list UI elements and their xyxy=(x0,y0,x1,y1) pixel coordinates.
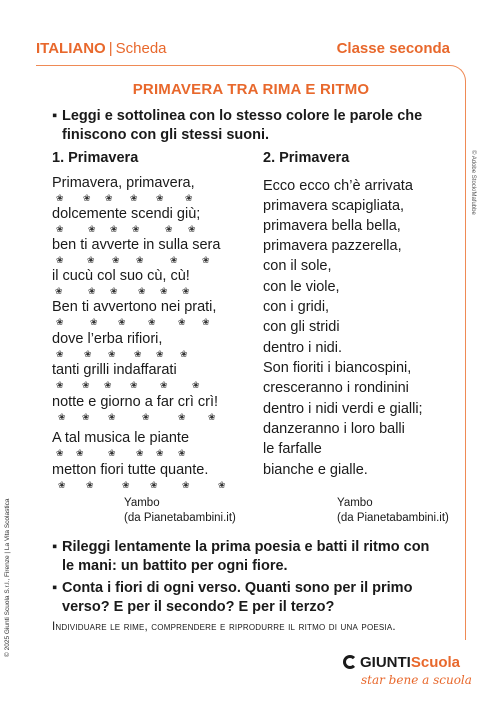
poem-2-line: danzeranno i loro balli xyxy=(263,421,405,437)
flower-icon: ❀ xyxy=(56,349,64,359)
flower-icon: ❀ xyxy=(182,480,190,490)
flower-icon: ❀ xyxy=(160,286,168,296)
poem-1-line: notte e giorno a far crì crì! xyxy=(52,394,219,410)
poem-1-line: metton fiori tutte quante. xyxy=(52,462,209,478)
flower-icon: ❀ xyxy=(55,286,63,296)
flower-icon: ❀ xyxy=(56,380,64,390)
flower-icon: ❀ xyxy=(185,193,193,203)
flower-icon: ❀ xyxy=(108,448,116,458)
flower-icon: ❀ xyxy=(188,224,196,234)
flower-icon: ❀ xyxy=(56,317,64,327)
flower-icon: ❀ xyxy=(208,412,216,422)
poem-2-source: (da Pianetabambini.it) xyxy=(337,512,449,524)
flower-icon: ❀ xyxy=(130,380,138,390)
poem-1-line: Ben ti avvertono nei prati, xyxy=(52,299,217,315)
poem-2-line: Son fioriti i biancospini, xyxy=(263,360,412,376)
flower-icon: ❀ xyxy=(104,380,112,390)
flower-icon: ❀ xyxy=(202,255,210,265)
poem-2-line: con il sole, xyxy=(263,258,332,274)
flower-icon: ❀ xyxy=(138,286,146,296)
worksheet-type: Scheda xyxy=(115,40,167,57)
flower-icon: ❀ xyxy=(192,380,200,390)
instruction-1 xyxy=(52,107,442,145)
flower-icon: ❀ xyxy=(178,317,186,327)
poem-2-line: con gli stridi xyxy=(263,319,340,335)
instruction-3-text: Conta i fiori di ogni verso. Quanti sono per il primo verso? E per il secondo? E per il terzo? xyxy=(62,580,413,615)
flower-icon: ❀ xyxy=(130,193,138,203)
poem-1-line: dolcemente scendi giù; xyxy=(52,206,201,222)
flower-icon: ❀ xyxy=(84,349,92,359)
flower-icon: ❀ xyxy=(56,193,64,203)
flower-icon: ❀ xyxy=(56,224,64,234)
flower-icon: ❀ xyxy=(90,317,98,327)
copyright-note: © 2025 Giunti Scuola S.r.l., Firenze | La Vita Scolastica xyxy=(4,498,11,657)
poem-2-author: Yambo xyxy=(337,497,373,509)
flower-icon: ❀ xyxy=(132,224,140,234)
poem-2-line: con i gridi, xyxy=(263,299,330,315)
poem-1-line: ben ti avverte in sulla sera xyxy=(52,237,221,253)
subject-label: ITALIANO xyxy=(36,40,106,57)
learning-objective: Individuare le rime, comprendere e riprodurre il ritmo di una poesia. xyxy=(52,621,396,633)
class-label: Classe seconda xyxy=(336,40,450,57)
logo-brand: GIUNTI xyxy=(360,654,411,671)
header-subject xyxy=(36,40,167,57)
poem-2-line: primavera pazzerella, xyxy=(263,238,402,254)
flower-icon: ❀ xyxy=(82,380,90,390)
flower-icon: ❀ xyxy=(136,448,144,458)
instruction-3 xyxy=(52,579,442,617)
flower-icon: ❀ xyxy=(105,193,113,203)
poem-1-title: 1. Primavera xyxy=(52,150,139,166)
flower-icon: ❀ xyxy=(88,286,96,296)
logo-tagline: star bene a scuola xyxy=(361,673,472,687)
flower-icon: ❀ xyxy=(86,480,94,490)
flower-icon: ❀ xyxy=(58,412,66,422)
flower-icon: ❀ xyxy=(218,480,226,490)
instruction-2 xyxy=(52,538,442,576)
flower-icon: ❀ xyxy=(118,317,126,327)
poem-1-author: Yambo xyxy=(124,497,160,509)
poem-2-line: primavera scapigliata, xyxy=(263,198,405,214)
flower-icon: ❀ xyxy=(170,255,178,265)
header-separator: | xyxy=(108,40,113,57)
poem-2-credit xyxy=(337,496,449,526)
flower-icon: ❀ xyxy=(56,255,64,265)
poem-2-line: Ecco ecco ch’è arrivata xyxy=(263,178,413,194)
flower-icon: ❀ xyxy=(58,480,66,490)
poem-1-line: tanti grilli indaffarati xyxy=(52,362,177,378)
poem-1-source: (da Pianetabambini.it) xyxy=(124,512,236,524)
flower-icon: ❀ xyxy=(148,317,156,327)
flower-icon: ❀ xyxy=(88,224,96,234)
poem-2-line: con le viole, xyxy=(263,279,340,295)
bullet-icon: ▪ xyxy=(52,580,58,596)
flower-icon: ❀ xyxy=(108,349,116,359)
poem-1-line: il cucù col suo cù, cù! xyxy=(52,268,190,284)
bullet-icon: ▪ xyxy=(52,108,58,124)
flower-icon: ❀ xyxy=(182,286,190,296)
flower-icon: ❀ xyxy=(156,349,164,359)
logo-wordmark xyxy=(343,654,460,671)
flower-icon: ❀ xyxy=(83,193,91,203)
poem-1-credit xyxy=(124,496,236,526)
publisher-logo xyxy=(343,654,472,694)
flower-icon: ❀ xyxy=(202,317,210,327)
flower-icon: ❀ xyxy=(122,480,130,490)
poem-1-line: dove l’erba rifiori, xyxy=(52,331,163,347)
logo-brand-suffix: Scuola xyxy=(410,654,461,671)
instruction-1-text: Leggi e sottolinea con lo stesso colore le parole che finiscono con gli stessi suoni. xyxy=(62,108,423,143)
flower-icon: ❀ xyxy=(110,224,118,234)
flower-icon: ❀ xyxy=(160,380,168,390)
instruction-2-text: Rileggi lentamente la prima poesia e batti il ritmo con le mani: un battito per ogni fiore. xyxy=(62,539,430,574)
poem-1-line: Primavera, primavera, xyxy=(52,175,195,191)
flower-icon: ❀ xyxy=(56,448,64,458)
flower-icon: ❀ xyxy=(110,286,118,296)
flower-icon: ❀ xyxy=(82,412,90,422)
flower-icon: ❀ xyxy=(142,412,150,422)
poem-2-line: le farfalle xyxy=(263,441,322,457)
logo-g-icon xyxy=(343,655,357,669)
flower-icon: ❀ xyxy=(178,448,186,458)
flower-icon: ❀ xyxy=(180,349,188,359)
poem-2-title: 2. Primavera xyxy=(263,150,350,166)
page-title: PRIMAVERA TRA RIMA E RITMO xyxy=(132,81,370,98)
flower-icon: ❀ xyxy=(178,412,186,422)
poem-2-line: primavera bella bella, xyxy=(263,218,401,234)
flower-icon: ❀ xyxy=(76,448,84,458)
flower-icon: ❀ xyxy=(156,448,164,458)
flower-icon: ❀ xyxy=(150,480,158,490)
poem-2-line: bianche e gialle. xyxy=(263,462,368,478)
flower-icon: ❀ xyxy=(108,412,116,422)
flower-icon: ❀ xyxy=(112,255,120,265)
flower-icon: ❀ xyxy=(156,193,164,203)
flower-icon: ❀ xyxy=(134,349,142,359)
poem-2-line: cresceranno i rondinini xyxy=(263,380,409,396)
poem-2-line: dentro i nidi. xyxy=(263,340,342,356)
flower-icon: ❀ xyxy=(136,255,144,265)
flower-icon: ❀ xyxy=(87,255,95,265)
photo-credit: © Adobe Stock/Mafubbe xyxy=(470,150,476,215)
poem-1-line: A tal musica le piante xyxy=(52,430,190,446)
flower-icon: ❀ xyxy=(165,224,173,234)
bullet-icon: ▪ xyxy=(52,539,58,555)
poem-2-line: dentro i nidi verdi e gialli; xyxy=(263,401,423,417)
